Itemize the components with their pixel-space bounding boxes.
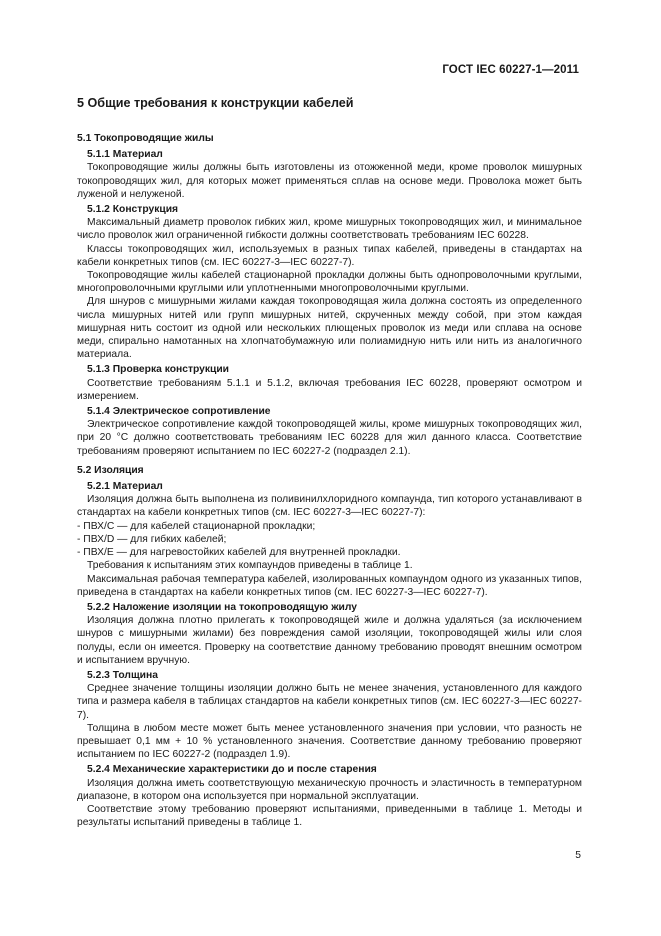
clause-heading: 5.1.2 Конструкция [87,204,179,216]
standard-header: ГОСТ IEC 60227-1—2011 [442,64,579,76]
clause-heading: 5.2.4 Механические характеристики до и после старения [87,764,377,776]
paragraph: Изоляция должна иметь соответствующую механическую прочность и эластичность в температурном диапазоне, в котором она используется при нормальной эксплуатации. [77,777,582,802]
section-title: 5 Общие требования к конструкции кабелей [77,96,354,110]
paragraph: Электрическое сопротивление каждой токопроводящей жилы, кроме мишурных токопроводящих жил, при 20 °C должно соответствовать требованиям IEC 60228 для жил данного класса. Соответствие требованиям проверяют испытанием по IEC 60227-2 (подраздел 2.1). [77,419,582,457]
body-blocks [77,132,582,829]
paragraph: Токопроводящие жилы кабелей стационарной прокладки должны быть однопроволочными круглыми, многопроволочными круглыми или уплотненными многопроволочными круглыми. [77,270,582,295]
clause-heading: 5.2.1 Материал [87,481,163,493]
clause-heading: 5.1.4 Электрическое сопротивление [87,406,271,418]
paragraph: Токопроводящие жилы должны быть изготовлены из отожженной меди, кроме проволок мишурных токопроводящих жил, для которых может применяться сплав на основе меди. Проволока может быть луженой и нелуженой. [77,162,582,200]
paragraph: Требования к испытаниям этих компаундов приведены в таблице 1. [87,560,413,572]
paragraph: Изоляция должна плотно прилегать к токопроводящей жиле и должна удаляться (за исключением шнуров с мишурными жилами) без повреждения самой изоляции, токопроводящей жилы или слоя полуды, если он имеется. Проверку на соответствие данному требованию проводят внешним осмотром и испытанием вручную. [77,615,582,666]
paragraph: Максимальная рабочая температура кабелей, изолированных компаундом одного из указанных типов, приведена в стандартах на кабели конкретных типов (см. IEC 60227-3—IEC 60227-7). [77,573,582,598]
clause-heading: 5.1.3 Проверка конструкции [87,364,230,376]
paragraph: Классы токопроводящих жил, используемых в разных типах кабелей, приведены в стандартах на кабели конкретных типов (см. IEC 60227-3—IEC 60227-7). [77,243,582,268]
clause-heading: 5.2.2 Наложение изоляции на токопроводящую жилу [87,601,357,613]
list-item: - ПВХ/D — для гибких кабелей; [77,533,227,545]
clause-heading: 5.1.1 Материал [87,149,163,161]
clause-heading: 5.2.3 Толщина [87,669,158,681]
paragraph: Соответствие требованиям 5.1.1 и 5.1.2, включая требования IEC 60228, проверяют осмотром и измерением. [77,377,582,402]
paragraph: Для шнуров с мишурными жилами каждая токопроводящая жила должна состоять из определенного числа мишурных нитей или групп мишурных нитей, скрученных между собой, при этом каждая мишурная нить состоит из одной или нескольких плющеных проволок из меди или сплава на основе меди, спирально намотанных на хлопчатобумажную или полиамидную нить или нить из аналогичного материала. [77,296,582,361]
list-item: - ПВХ/Е — для нагревостойких кабелей для внутренней прокладки. [77,547,401,559]
paragraph: Соответствие этому требованию проверяют испытаниями, приведенными в таблице 1. Методы и результаты испытаний приведены в таблице 1. [77,803,582,829]
paragraph: Толщина в любом месте может быть менее установленного значения при условии, что разность не превышает 0,1 мм + 10 % установленного значения. Соответствие данному требованию проверяют испытанием по IEC 60227-2 (подраздел 1.9). [77,722,582,761]
subsection-heading: 5.1 Токопроводящие жилы [77,133,214,144]
page-number: 5 [575,850,581,861]
list-item: - ПВХ/С — для кабелей стационарной прокладки; [77,520,316,532]
page-content [77,95,582,829]
paragraph: Изоляция должна быть выполнена из поливинилхлоридного компаунда, тип которого устанавливают в стандартах на кабели конкретных типов (см. IEC 60227-3—IEC 60227-7): [77,494,582,519]
paragraph: Среднее значение толщины изоляции должно быть не менее значения, установленного для каждого типа и размера кабеля в таблицах стандартов на кабели конкретных типов (см. IEC 60227-3—IEC 60227-7). [77,683,582,721]
subsection-heading: 5.2 Изоляция [77,464,144,476]
paragraph: Максимальный диаметр проволок гибких жил, кроме мишурных токопроводящих жил, и минимальное число проволок жил ограниченной гибкости должны соответствовать требованиям IEC 60228. [77,217,582,242]
